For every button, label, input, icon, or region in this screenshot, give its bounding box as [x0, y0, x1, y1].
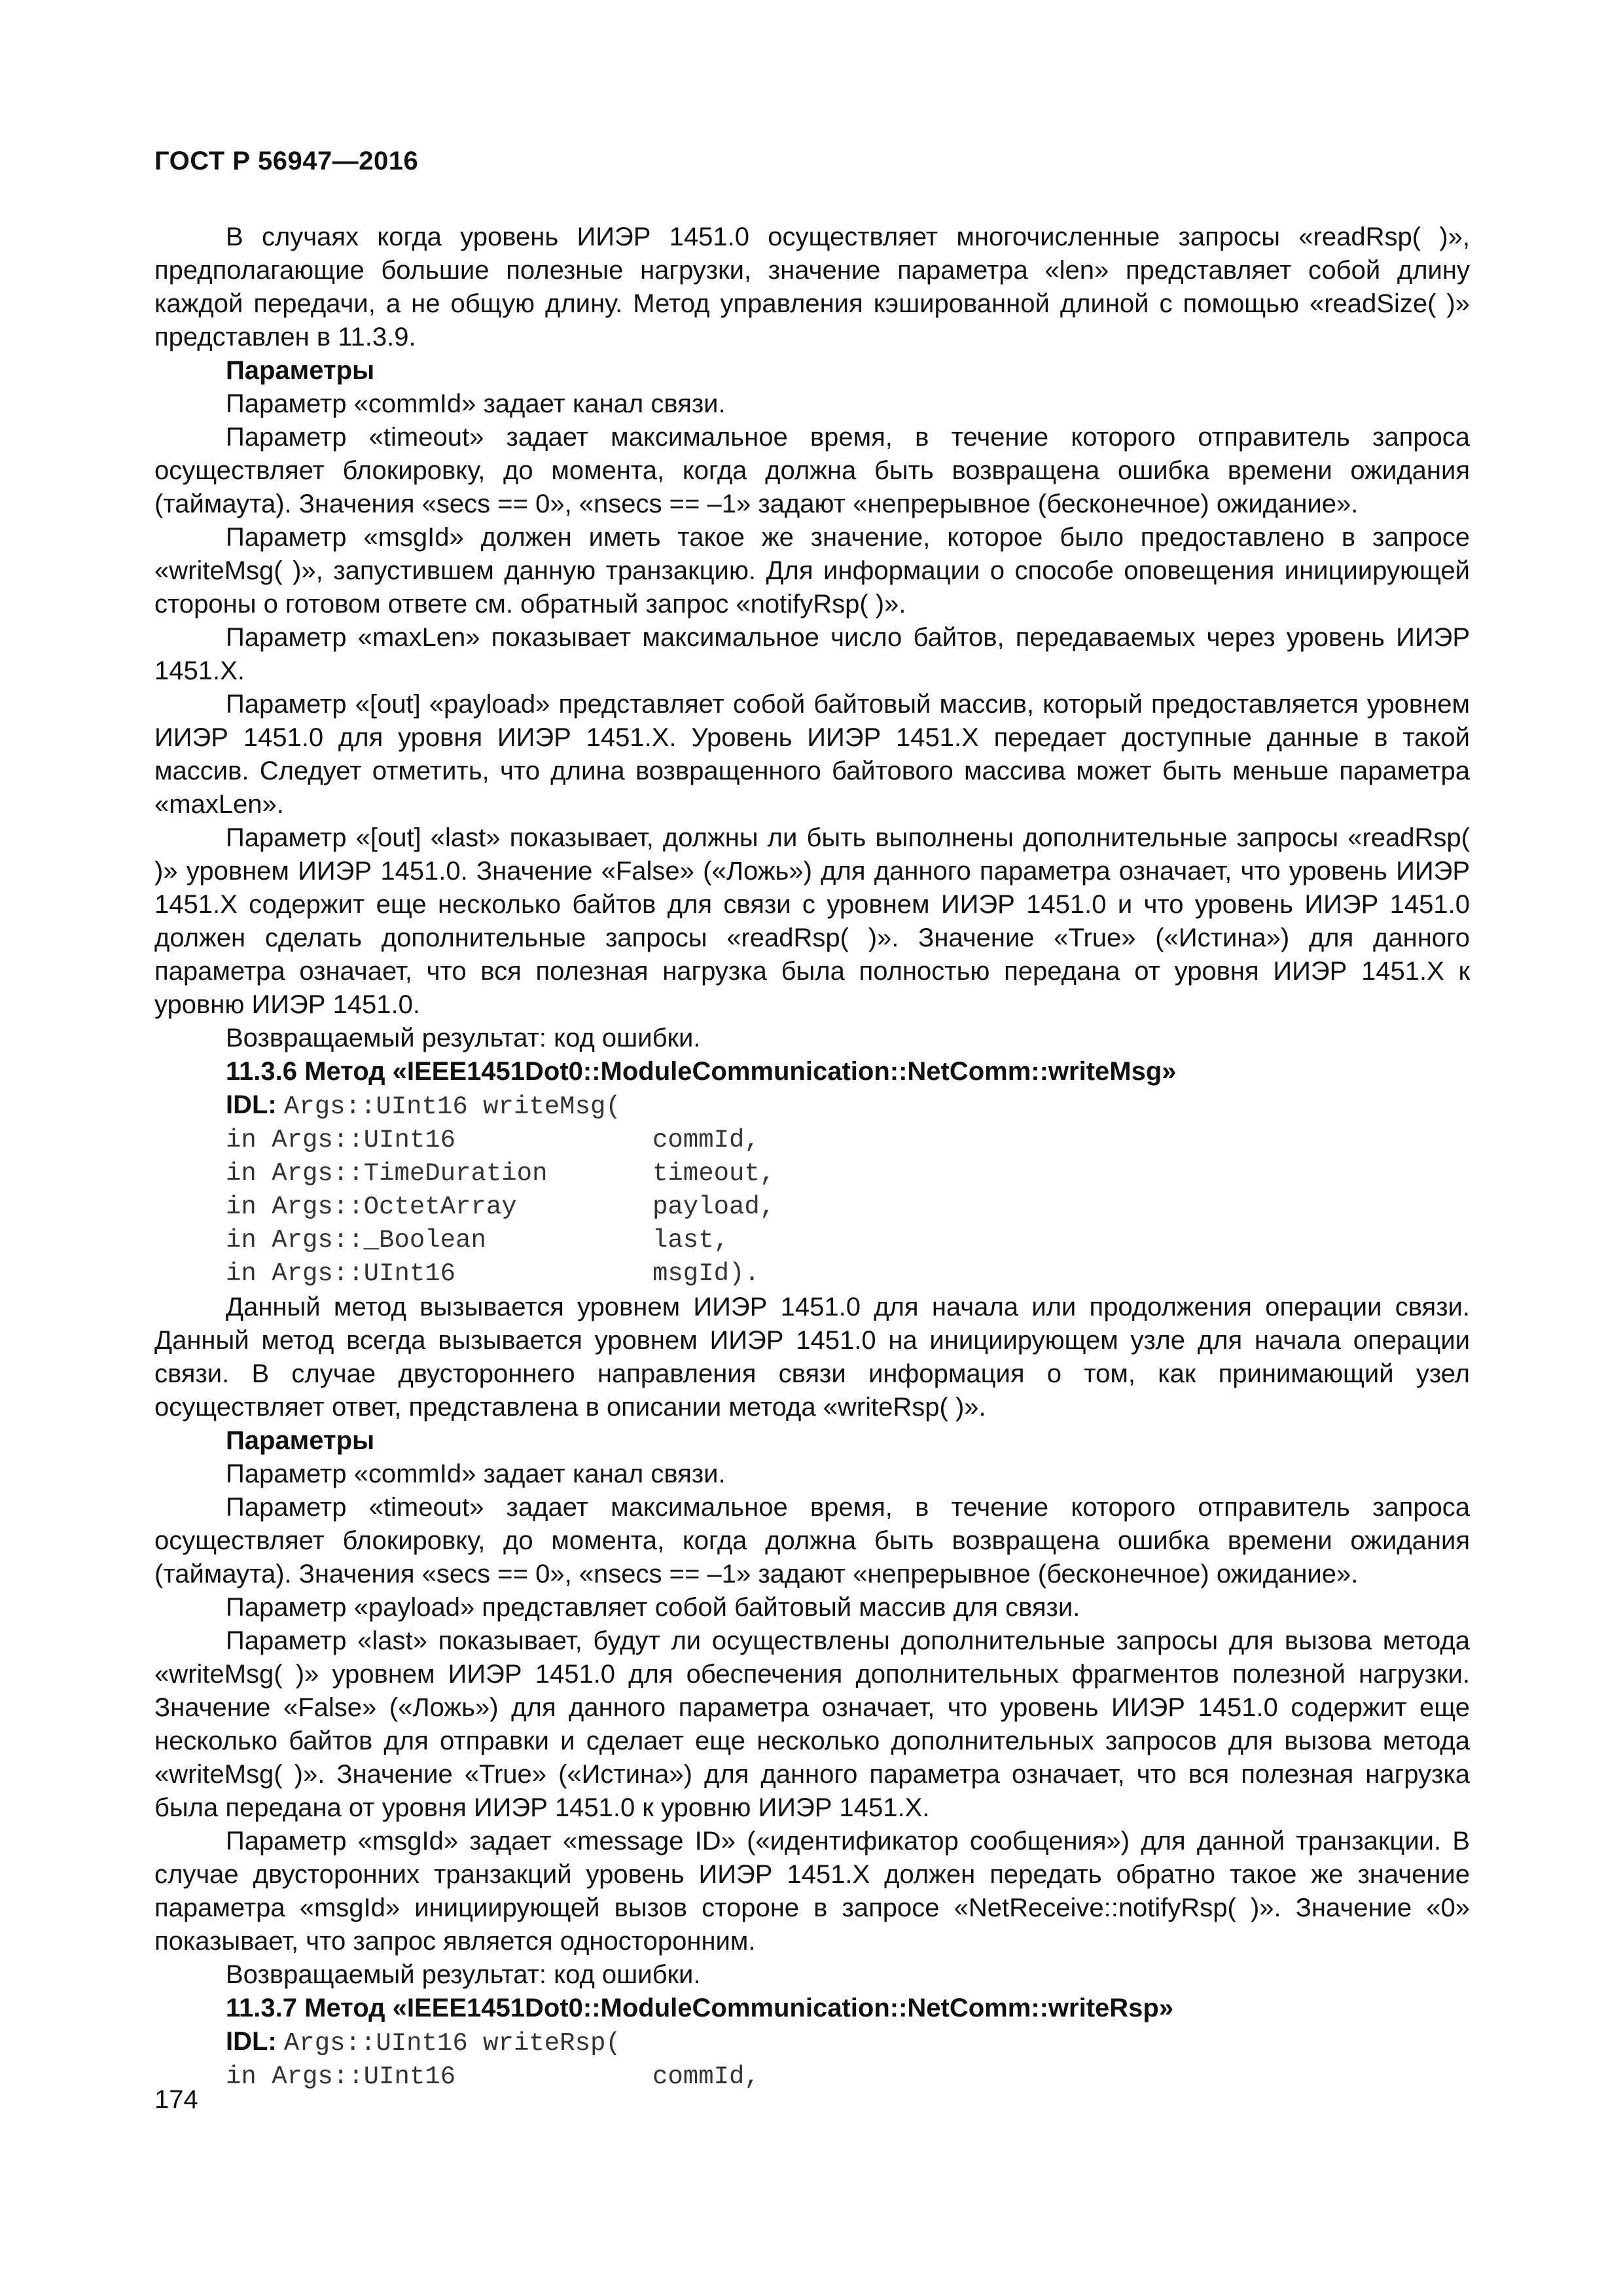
paragraph-param: Параметр «msgId» должен иметь такое же значение, которое было предоставлено в запросе «writeMsg( )», запустившем данную транзакцию. Для информации о способе оповещения инициирующей стороны о готовом ответе см. обратный запрос «notifyRsp( )».	[154, 523, 1470, 619]
idl-label: IDL:	[226, 1090, 277, 1119]
return-result: Возвращаемый результат: код ошибки.	[226, 1960, 701, 1989]
paragraph-param: Параметр «commId» задает канал связи.	[226, 389, 726, 418]
idl-signature-line	[154, 2025, 1470, 2060]
section-heading-write-msg: 11.3.6 Метод «IEEE1451Dot0::ModuleCommunication::NetComm::writeMsg»	[226, 1057, 1177, 1086]
paragraph-param: Параметр «msgId» задает «message ID» («идентификатор сообщения») для данной транзакции. В случае двусторонних транзакций уровень ИИЭР 1451.X должен передать обратно такое же значение параметра «msgId» инициирующей вызов стороне в запросе «NetReceive::notifyRsp( )». Значение «0» показывает, что запрос является односторонним.	[154, 1827, 1470, 1956]
idl-arg	[154, 1224, 1470, 1257]
idl-arg-type: in Args::_Boolean	[226, 1226, 486, 1255]
paragraph-description: Данный метод вызывается уровнем ИИЭР 1451.0 для начала или продолжения операции связи. Данный метод всегда вызывается уровнем ИИЭР 1451.0 на инициирующем узле для начала операции связи. В случае двустороннего направления связи информация о том, как принимающий узел осуществляет ответ, представлена в описании метода «writeRsp( )».	[154, 1293, 1470, 1422]
idl-label: IDL:	[226, 2027, 277, 2056]
idl-arg	[154, 2060, 1470, 2094]
paragraph-param: Параметр «[out] «payload» представляет собой байтовый массив, который предоставляется уровнем ИИЭР 1451.0 для уровня ИИЭР 1451.X. Уровень ИИЭР 1451.X передает доступные данные в такой массив. Следует отметить, что длина возвращенного байтового массива может быть меньше параметра «maxLen».	[154, 690, 1470, 819]
paragraph-param: Параметр «payload» представляет собой байтовый массив для связи.	[226, 1593, 1080, 1622]
standard-header: ГОСТ Р 56947—2016	[154, 147, 419, 175]
idl-arg-type: in Args::UInt16	[226, 1259, 456, 1288]
idl-arg-type: in Args::OctetArray	[226, 1193, 517, 1221]
idl-signature: Args::UInt16 writeRsp(	[283, 2029, 621, 2058]
idl-signature-line	[154, 1088, 1470, 1124]
idl-arg-name: commId,	[652, 2062, 760, 2091]
idl-arg-name: last,	[652, 1226, 730, 1255]
idl-arg-type: in Args::UInt16	[226, 2062, 456, 2091]
idl-arg-name: payload,	[652, 1193, 776, 1221]
paragraph-param: Параметр «maxLen» показывает максимальное число байтов, передаваемых через уровень ИИЭР 1451.X.	[154, 623, 1470, 685]
idl-arg	[154, 1124, 1470, 1157]
section-heading-write-rsp: 11.3.7 Метод «IEEE1451Dot0::ModuleCommunication::NetComm::writeRsp»	[226, 1994, 1174, 2022]
idl-arg-type: in Args::UInt16	[226, 1126, 456, 1155]
paragraph-param: Параметр «timeout» задает максимальное время, в течение которого отправитель запроса осуществляет блокировку, до момента, когда должна быть возвращена ошибка времени ожидания (таймаута). Значения «secs == 0», «nsecs == –1» задают «непрерывное (бесконечное) ожидание».	[154, 423, 1470, 518]
idl-arg-name: commId,	[652, 1126, 760, 1155]
idl-arg-type: in Args::TimeDuration	[226, 1159, 548, 1188]
params-heading: Параметры	[226, 1426, 375, 1455]
paragraph-param: Параметр «commId» задает канал связи.	[226, 1460, 726, 1488]
idl-arg	[154, 1257, 1470, 1291]
page-number: 174	[154, 2085, 198, 2114]
return-result: Возвращаемый результат: код ошибки.	[226, 1024, 701, 1052]
paragraph-param: Параметр «[out] «last» показывает, должны ли быть выполнены дополнительные запросы «readRsp( )» уровнем ИИЭР 1451.0. Значение «False» («Ложь») для данного параметра означает, что уровень ИИЭР 1451.X содержит еще несколько байтов для связи с уровнем ИИЭР 1451.0 и что уровень ИИЭР 1451.0 должен сделать дополнительные запросы «readRsp( )». Значение «True» («Истина») для данного параметра означает, что вся полезная нагрузка была полностью передана от уровня ИИЭР 1451.X к уровню ИИЭР 1451.0.	[154, 823, 1470, 1019]
idl-arg-name: timeout,	[652, 1159, 776, 1188]
idl-arg	[154, 1191, 1470, 1224]
idl-arg-name: msgId).	[652, 1259, 760, 1288]
page-content	[154, 221, 1470, 2094]
idl-arg	[154, 1157, 1470, 1191]
paragraph-param: Параметр «last» показывает, будут ли осуществлены дополнительные запросы для вызова метода «writeMsg( )» уровнем ИИЭР 1451.0 для обеспечения дополнительных фрагментов полезной нагрузки. Значение «False» («Ложь») для данного параметра означает, что уровень ИИЭР 1451.0 содержит еще несколько байтов для отправки и сделает еще несколько дополнительных запросов для вызова метода «writeMsg( )». Значение «True» («Истина») для данного параметра означает, что вся полезная нагрузка была передана от уровня ИИЭР 1451.0 к уровню ИИЭР 1451.X.	[154, 1626, 1470, 1822]
paragraph-param: Параметр «timeout» задает максимальное время, в течение которого отправитель запроса осуществляет блокировку, до момента, когда должна быть возвращена ошибка времени ожидания (таймаута). Значения «secs == 0», «nsecs == –1» задают «непрерывное (бесконечное) ожидание».	[154, 1493, 1470, 1588]
idl-signature: Args::UInt16 writeMsg(	[283, 1092, 621, 1121]
paragraph-intro: В случаях когда уровень ИИЭР 1451.0 осуществляет многочисленные запросы «readRsp( )», предполагающие большие полезные нагрузки, значение параметра «len» представляет собой длину каждой передачи, а не общую длину. Метод управления кэшированной длиной с помощью «readSize( )» представлен в 11.3.9.	[154, 223, 1470, 351]
params-heading: Параметры	[226, 356, 375, 385]
